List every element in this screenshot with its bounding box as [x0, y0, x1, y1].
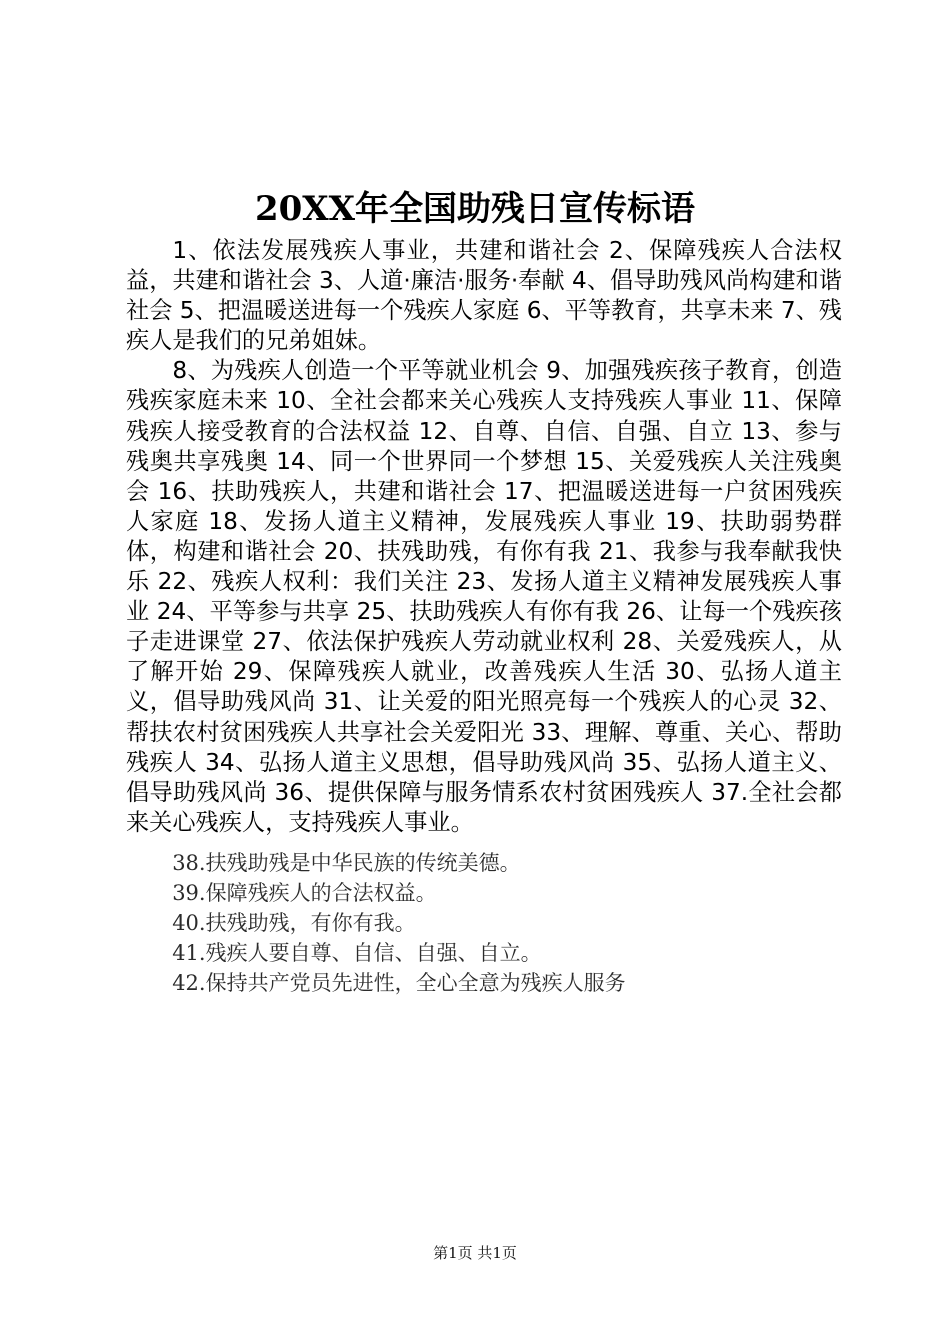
paragraph-slogans-8-37: 8、为残疾人创造一个平等就业机会 9、加强残疾孩子教育，创造残疾家庭未来 10、全社会都来关心残疾人支持残疾人事业 11、保障残疾人接受教育的合法权益 12、自尊、自信、自强、自立 13、参与残奥共享残奥 14、同一个世界同一个梦想 15、关爱残疾人关注残奥会 16、扶助残疾人，共建和谐社会 17、把温暖送进每一户贫困残疾人家庭 18、发扬人道主义精神，发展残疾人事业 19、扶助弱势群体，构建和谐社会 20、扶残助残，有你有我 21、我参与我奉献我快乐 22、残疾人权利：我们关注 23、发扬人道主义精神发展残疾人事业 24、平等参与共享 25、扶助残疾人有你有我 26、让每一个残疾孩子走进课堂 27、依法保护残疾人劳动就业权利 28、关爱残疾人，从了解开始 29、保障残疾人就业，改善残疾人生活 30、弘扬人道主义，倡导助残风尚 31、让关爱的阳光照亮每一个残疾人的心灵 32、帮扶农村贫困残疾人共享社会关爱阳光 33、理解、尊重、关心、帮助残疾人 34、弘扬人道主义思想，倡导助残风尚 35、弘扬人道主义、倡导助残风尚 36、提供保障与服务情系农村贫困残疾人 37.全社会都来关心残疾人，支持残疾人事业。 — [126, 357, 842, 836]
slogan-line-39: 39.保障残疾人的合法权益。 — [172, 881, 437, 906]
page-footer: 第1页 共1页 — [433, 1244, 517, 1262]
slogan-line-42: 42.保持共产党员先进性，全心全意为残疾人服务 — [172, 971, 626, 996]
slogan-line-38: 38.扶残助残是中华民族的传统美德。 — [172, 851, 521, 875]
document-title: 20XX年全国助残日宣传标语 — [254, 189, 696, 229]
document-body — [126, 236, 842, 838]
slogan-line-40: 40.扶残助残，有你有我。 — [172, 911, 416, 936]
paragraph-slogans-1-7: 1、依法发展残疾人事业，共建和谐社会 2、保障残疾人合法权益，共建和谐社会 3、人道·廉洁·服务·奉献 4、倡导助残风尚构建和谐社会 5、把温暖送进每一个残疾人家庭 6、平等教育，共享未来 7、残疾人是我们的兄弟姐妹。 — [126, 237, 842, 355]
slogan-line-41: 41.残疾人要自尊、自信、自强、自立。 — [172, 941, 542, 966]
slogan-list — [126, 848, 842, 998]
